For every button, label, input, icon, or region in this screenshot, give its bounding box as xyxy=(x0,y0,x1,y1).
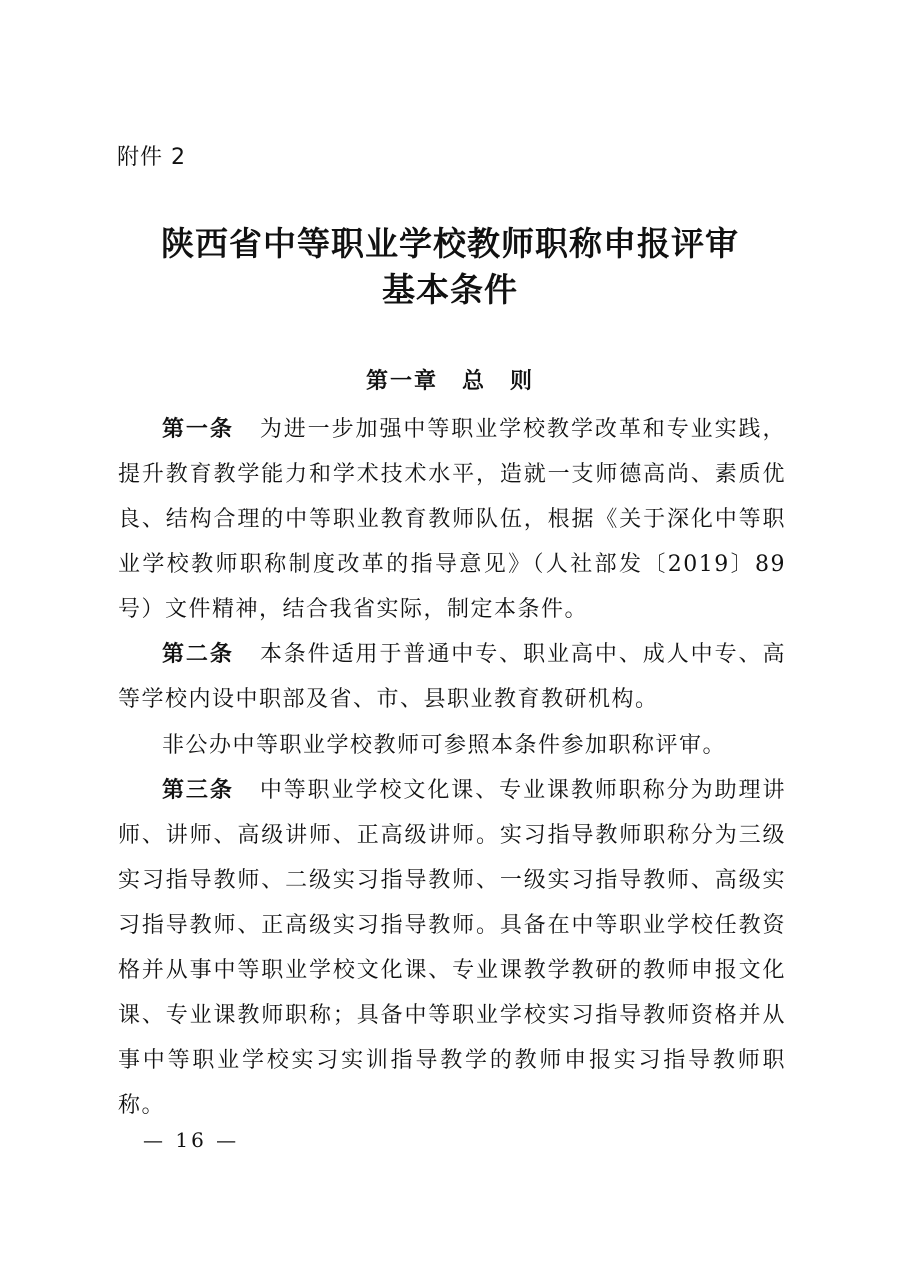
article-text: 非公办中等职业学校教师可参照本条件参加职称评审。 xyxy=(162,733,727,758)
attachment-label: 附件 2 xyxy=(117,145,186,170)
article-number: 第一条 xyxy=(162,417,234,442)
document-title-line-2: 基本条件 xyxy=(382,270,518,309)
document-title-line-1: 陕西省中等职业学校教师职称申报评审 xyxy=(161,224,739,263)
article-paragraph xyxy=(118,723,786,768)
article-number: 第三条 xyxy=(162,778,234,803)
chapter-heading: 第一章 总 则 xyxy=(365,369,534,394)
article-text: 本条件适用于普通中专、职业高中、成人中专、高等学校内设中职部及省、市、县职业教育教研机构。 xyxy=(118,642,786,712)
page-number: — 16 — xyxy=(143,1128,240,1152)
article-paragraph xyxy=(118,632,786,722)
article-number: 第二条 xyxy=(162,642,234,667)
article-paragraph xyxy=(118,768,786,1128)
article-text: 为进一步加强中等职业学校教学改革和专业实践，提升教育教学能力和学术技术水平，造就一支师德高尚、素质优良、结构合理的中等职业教育教师队伍，根据《关于深化中等职业学校教师职称制度改革的指导意见》（人社部发〔2019〕89号）文件精神，结合我省实际，制定本条件。 xyxy=(118,417,786,622)
article-paragraph xyxy=(118,407,786,632)
article-text: 中等职业学校文化课、专业课教师职称分为助理讲师、讲师、高级讲师、正高级讲师。实习指导教师职称分为三级实习指导教师、二级实习指导教师、一级实习指导教师、高级实习指导教师、正高级实习指导教师。具备在中等职业学校任教资格并从事中等职业学校文化课、专业课教学教研的教师申报文化课、专业课教师职称；具备中等职业学校实习指导教师资格并从事中等职业学校实习实训指导教学的教师申报实习指导教师职称。 xyxy=(118,778,786,1118)
